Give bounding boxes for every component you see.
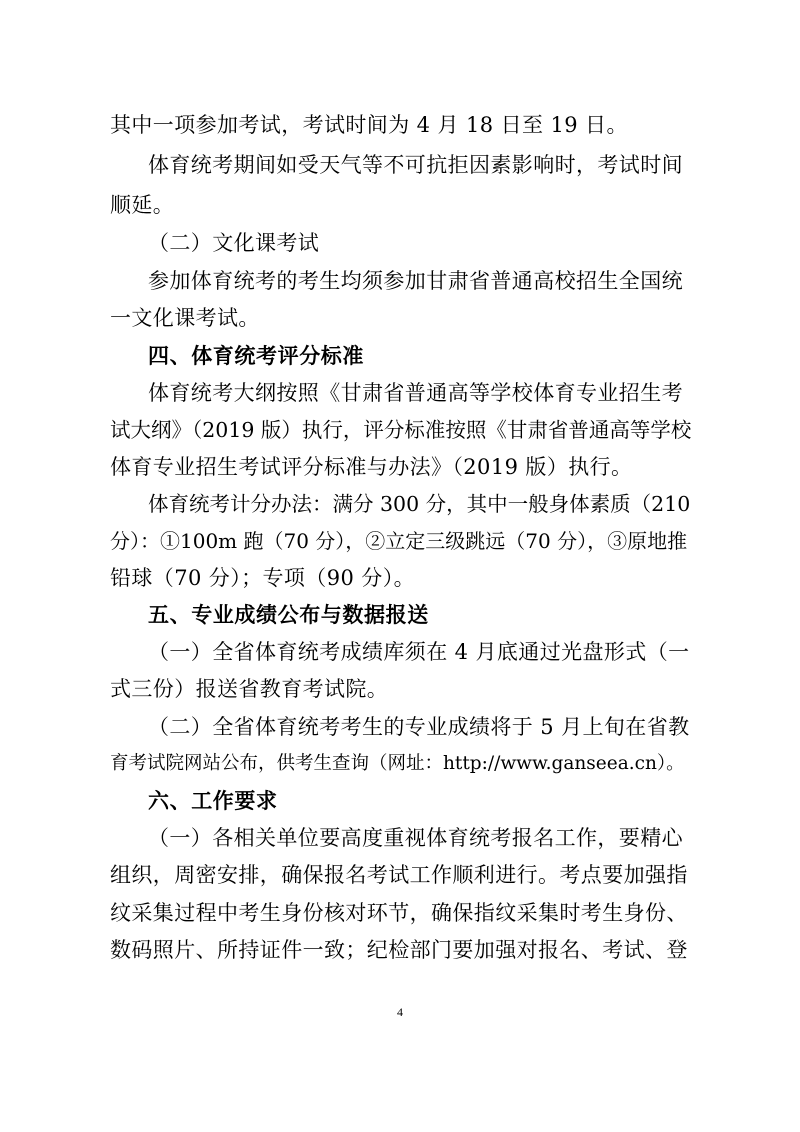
body-text-line: 纹采集过程中考生身份核对环节，确保指纹采集时考生身份、 bbox=[110, 901, 688, 925]
body-text-line: 育考试院网站公布，供考生查询（网址：http://www.ganseea.cn）。 bbox=[110, 753, 685, 774]
body-text-line: 组织，周密安排，确保报名考试工作顺利进行。考点要加强指 bbox=[110, 863, 688, 887]
body-text-line: 参加体育统考的考生均须参加甘肃省普通高校招生全国统 bbox=[148, 269, 683, 293]
body-text-line: 顺延。 bbox=[110, 193, 175, 217]
body-text-line: （一）各相关单位要高度重视体育统考报名工作，要精心 bbox=[148, 826, 683, 850]
body-text-line: 体育统考计分办法：满分 300 分，其中一般身体素质（210 bbox=[148, 492, 691, 516]
body-text-line: 体育统考大纲按照《甘肃省普通高等学校体育专业招生考 bbox=[148, 381, 683, 405]
body-text-line: 体育专业招生考试评分标准与办法》（2019 版）执行。 bbox=[110, 455, 633, 479]
body-text-line: 分）：①100m 跑（70 分），②立定三级跳远（70 分），③原地推 bbox=[110, 529, 688, 553]
body-text-line: 体育统考期间如受天气等不可抗拒因素影响时，考试时间 bbox=[148, 153, 683, 177]
page-number: 4 bbox=[397, 1005, 403, 1019]
section-heading: 六、工作要求 bbox=[148, 789, 278, 813]
body-text-line: 式三份）报送省教育考试院。 bbox=[110, 677, 389, 701]
section-heading: 四、体育统考评分标准 bbox=[148, 344, 364, 368]
body-text-line: 数码照片、所持证件一致；纪检部门要加强对报名、考试、登 bbox=[110, 938, 688, 962]
body-text-line: （二）全省体育统考考生的专业成绩将于 5 月上旬在省教 bbox=[148, 715, 690, 739]
section-heading: 五、专业成绩公布与数据报送 bbox=[148, 603, 429, 627]
body-text-line: 铅球（70 分）；专项（90 分）。 bbox=[110, 566, 415, 590]
body-text-line: 一文化课考试。 bbox=[110, 306, 260, 330]
subsection-heading: （二）文化课考试 bbox=[148, 231, 320, 255]
body-text-line: 其中一项参加考试，考试时间为 4 月 18 日至 19 日。 bbox=[110, 113, 628, 137]
body-text-line: （一）全省体育统考成绩库须在 4 月底通过光盘形式（一 bbox=[148, 640, 690, 664]
body-text-line: 试大纲》（2019 版）执行，评分标准按照《甘肃省普通高等学校 bbox=[110, 418, 692, 442]
